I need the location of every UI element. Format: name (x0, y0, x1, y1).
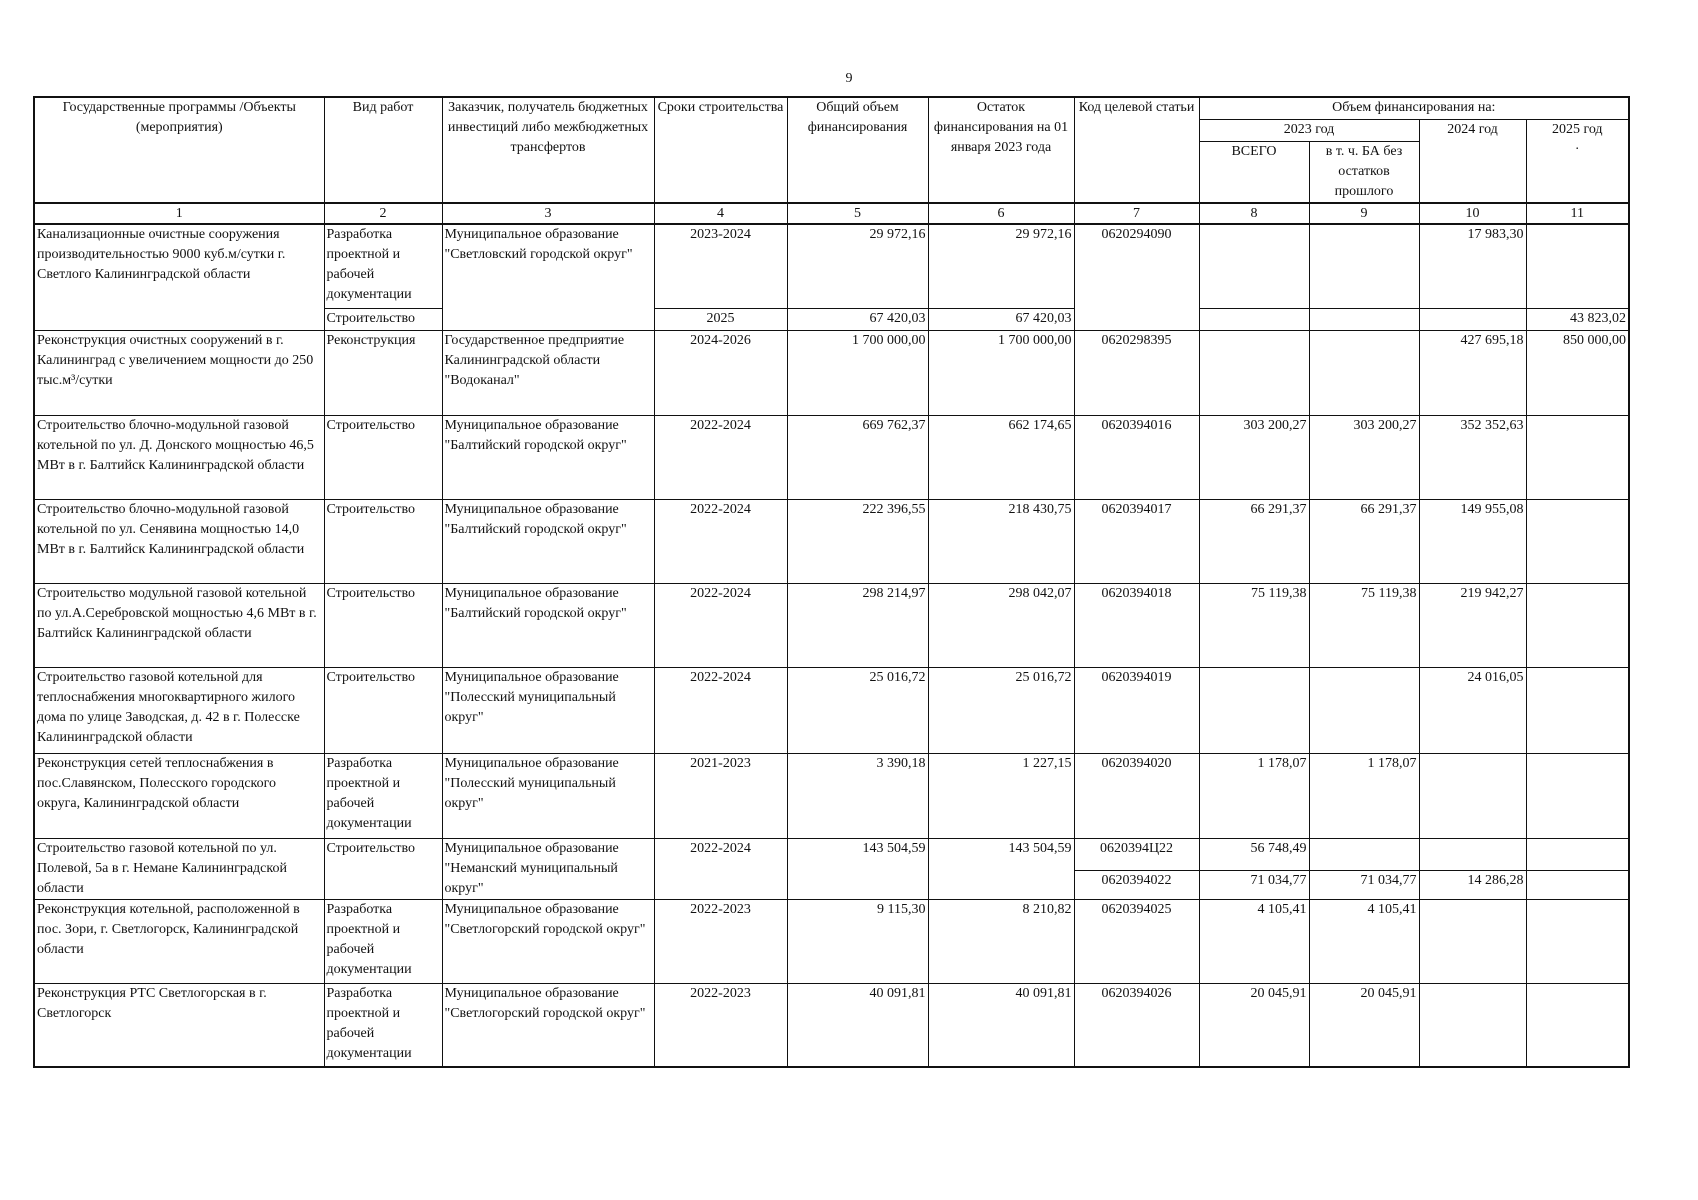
cell-work-type: Строительство (324, 499, 442, 583)
cell-period: 2022-2024 (654, 583, 787, 667)
cell-2023 (1199, 330, 1309, 415)
header-remaining: Остаток финансирования на 01 января 2023 года (928, 97, 1074, 203)
cell-ba: 4 105,41 (1309, 899, 1419, 983)
table-row (34, 899, 1629, 983)
col-number: 7 (1074, 203, 1199, 224)
cell-period: 2022-2023 (654, 899, 787, 983)
table-row (34, 838, 1629, 871)
cell-rest: 218 430,75 (928, 499, 1074, 583)
col-number: 5 (787, 203, 928, 224)
cell-2023 (1199, 667, 1309, 753)
cell-code: 0620294090 (1074, 224, 1199, 330)
table-row (34, 667, 1629, 753)
cell-object: Строительство блочно-модульной газовой котельной по ул. Д. Донского мощностью 46,5 МВт в г. Балтийск Калининградской области (34, 415, 324, 499)
cell-2023: 4 105,41 (1199, 899, 1309, 983)
cell-2025 (1526, 499, 1629, 583)
cell-2025 (1526, 667, 1629, 753)
cell-customer: Муниципальное образование "Балтийский городской округ" (442, 499, 654, 583)
col-number: 4 (654, 203, 787, 224)
cell-work-type: Разработка проектной и рабочей документации (324, 899, 442, 983)
cell-code: 0620394019 (1074, 667, 1199, 753)
cell-object: Строительство газовой котельной по ул. Полевой, 5а в г. Немане Калининградской области (34, 838, 324, 899)
cell-rest: 8 210,82 (928, 899, 1074, 983)
cell-2025 (1526, 838, 1629, 871)
cell-object: Канализационные очистные сооружения производительностью 9000 куб.м/сутки г. Светлого Калининградской области (34, 224, 324, 330)
cell-code: 0620298395 (1074, 330, 1199, 415)
cell-2025 (1526, 983, 1629, 1067)
cell-work-type: Разработка проектной и рабочей документации (324, 224, 442, 308)
cell-rest: 1 700 000,00 (928, 330, 1074, 415)
financing-table (33, 96, 1630, 1068)
cell-2023 (1199, 224, 1309, 308)
cell-2025 (1526, 224, 1629, 308)
col-number: 3 (442, 203, 654, 224)
cell-ba (1309, 667, 1419, 753)
cell-period: 2022-2024 (654, 415, 787, 499)
cell-period: 2022-2024 (654, 838, 787, 899)
cell-code: 0620394025 (1074, 899, 1199, 983)
cell-ba: 66 291,37 (1309, 499, 1419, 583)
col-number: 9 (1309, 203, 1419, 224)
header-period: Сроки строительства (654, 97, 787, 203)
cell-2025 (1526, 415, 1629, 499)
cell-2023: 75 119,38 (1199, 583, 1309, 667)
cell-rest: 143 504,59 (928, 838, 1074, 899)
header-objects: Государственные программы /Объекты (мероприятия) (34, 97, 324, 203)
cell-ba (1309, 838, 1419, 871)
cell-ba: 20 045,91 (1309, 983, 1419, 1067)
cell-period: 2023-2024 (654, 224, 787, 308)
cell-code: 0620394022 (1074, 871, 1199, 899)
cell-object: Строительство модульной газовой котельной по ул.А.Серебровской мощностью 4,6 МВт в г. Балтийск Калининградской области (34, 583, 324, 667)
cell-ba: 71 034,77 (1309, 871, 1419, 899)
cell-2024: 427 695,18 (1419, 330, 1526, 415)
cell-2025 (1526, 871, 1629, 899)
cell-total: 25 016,72 (787, 667, 928, 753)
cell-ba (1309, 224, 1419, 308)
cell-object: Реконструкция котельной, расположенной в пос. Зори, г. Светлогорск, Калининградской области (34, 899, 324, 983)
cell-2025: 850 000,00 (1526, 330, 1629, 415)
page-number: 9 (845, 71, 853, 86)
table-row (34, 499, 1629, 583)
cell-rest: 25 016,72 (928, 667, 1074, 753)
col-number: 6 (928, 203, 1074, 224)
cell-code: 0620394020 (1074, 753, 1199, 838)
cell-work-type: Разработка проектной и рабочей документации (324, 983, 442, 1067)
table-row (34, 415, 1629, 499)
table-row (34, 330, 1629, 415)
cell-2024: 219 942,27 (1419, 583, 1526, 667)
cell-2024 (1419, 983, 1526, 1067)
table-row (34, 224, 1629, 308)
col-number: 10 (1419, 203, 1526, 224)
header-financing-group: Объем финансирования на: (1199, 97, 1629, 120)
cell-2025: 43 823,02 (1526, 308, 1629, 330)
cell-2024: 17 983,30 (1419, 224, 1526, 308)
cell-total: 669 762,37 (787, 415, 928, 499)
cell-2023 (1199, 308, 1309, 330)
cell-total: 29 972,16 (787, 224, 928, 308)
col-number: 1 (34, 203, 324, 224)
cell-2024 (1419, 308, 1526, 330)
cell-ba: 303 200,27 (1309, 415, 1419, 499)
cell-customer: Муниципальное образование "Светлогорский городской округ" (442, 983, 654, 1067)
cell-total: 222 396,55 (787, 499, 928, 583)
cell-object: Строительство блочно-модульной газовой котельной по ул. Сенявина мощностью 14,0 МВт в г. Балтийск Калининградской области (34, 499, 324, 583)
cell-2024: 352 352,63 (1419, 415, 1526, 499)
cell-customer: Муниципальное образование "Неманский муниципальный округ" (442, 838, 654, 899)
cell-2024: 14 286,28 (1419, 871, 1526, 899)
header-work-type: Вид работ (324, 97, 442, 203)
cell-2024 (1419, 899, 1526, 983)
cell-period: 2022-2024 (654, 499, 787, 583)
cell-customer: Государственное предприятие Калининградской области "Водоканал" (442, 330, 654, 415)
cell-2025 (1526, 583, 1629, 667)
cell-total: 298 214,97 (787, 583, 928, 667)
cell-customer: Муниципальное образование "Балтийский городской округ" (442, 583, 654, 667)
cell-rest: 1 227,15 (928, 753, 1074, 838)
cell-total: 143 504,59 (787, 838, 928, 899)
table-row (34, 983, 1629, 1067)
cell-work-type: Строительство (324, 667, 442, 753)
cell-ba (1309, 308, 1419, 330)
cell-rest: 67 420,03 (928, 308, 1074, 330)
cell-rest: 298 042,07 (928, 583, 1074, 667)
cell-rest: 662 174,65 (928, 415, 1074, 499)
col-number: 11 (1526, 203, 1629, 224)
cell-work-type: Строительство (324, 838, 442, 899)
cell-customer: Муниципальное образование "Балтийский городской округ" (442, 415, 654, 499)
cell-work-type: Строительство (324, 308, 442, 330)
cell-total: 1 700 000,00 (787, 330, 928, 415)
cell-rest: 29 972,16 (928, 224, 1074, 308)
header-2024: 2024 год (1419, 120, 1526, 204)
cell-total: 40 091,81 (787, 983, 928, 1067)
cell-total: 3 390,18 (787, 753, 928, 838)
header-2023-ba: в т. ч. БА без остатков прошлого (1309, 142, 1419, 204)
cell-2024 (1419, 838, 1526, 871)
cell-work-type: Строительство (324, 415, 442, 499)
cell-2024 (1419, 753, 1526, 838)
cell-customer: Муниципальное образование "Полесский муниципальный округ" (442, 753, 654, 838)
cell-period: 2025 (654, 308, 787, 330)
cell-customer: Муниципальное образование "Светлогорский городской округ" (442, 899, 654, 983)
cell-period: 2024-2026 (654, 330, 787, 415)
cell-object: Реконструкция сетей теплоснабжения в пос.Славянском, Полесского городского округа, Калининградской области (34, 753, 324, 838)
cell-period: 2021-2023 (654, 753, 787, 838)
cell-2024: 149 955,08 (1419, 499, 1526, 583)
cell-code: 0620394017 (1074, 499, 1199, 583)
cell-2025 (1526, 899, 1629, 983)
cell-code: 0620394018 (1074, 583, 1199, 667)
cell-object: Реконструкция очистных сооружений в г. Калининград с увеличением мощности до 250 тыс.м³/сутки (34, 330, 324, 415)
cell-period: 2022-2023 (654, 983, 787, 1067)
cell-code: 0620394016 (1074, 415, 1199, 499)
col-number: 2 (324, 203, 442, 224)
cell-ba (1309, 330, 1419, 415)
header-2023: 2023 год (1199, 120, 1419, 142)
cell-2023: 1 178,07 (1199, 753, 1309, 838)
cell-2023: 20 045,91 (1199, 983, 1309, 1067)
cell-2023: 303 200,27 (1199, 415, 1309, 499)
cell-2024: 24 016,05 (1419, 667, 1526, 753)
header-2025: 2025 год · (1526, 120, 1629, 204)
cell-work-type: Реконструкция (324, 330, 442, 415)
cell-2023: 66 291,37 (1199, 499, 1309, 583)
cell-2023: 56 748,49 (1199, 838, 1309, 871)
cell-customer: Муниципальное образование "Полесский муниципальный округ" (442, 667, 654, 753)
cell-code: 0620394026 (1074, 983, 1199, 1067)
header-total-financing: Общий объем финансирования (787, 97, 928, 203)
cell-ba: 75 119,38 (1309, 583, 1419, 667)
cell-ba: 1 178,07 (1309, 753, 1419, 838)
cell-rest: 40 091,81 (928, 983, 1074, 1067)
cell-code: 0620394Ц22 (1074, 838, 1199, 871)
table-row (34, 583, 1629, 667)
header-code: Код целевой статьи (1074, 97, 1199, 203)
cell-total: 9 115,30 (787, 899, 928, 983)
header-customer: Заказчик, получатель бюджетных инвестиций либо межбюджетных трансфертов (442, 97, 654, 203)
cell-total: 67 420,03 (787, 308, 928, 330)
col-number: 8 (1199, 203, 1309, 224)
cell-period: 2022-2024 (654, 667, 787, 753)
header-dot-mark: · (1574, 142, 1580, 157)
cell-object: Реконструкция РТС Светлогорская в г. Светлогорск (34, 983, 324, 1067)
cell-customer: Муниципальное образование "Светловский городской округ" (442, 224, 654, 330)
cell-2023: 71 034,77 (1199, 871, 1309, 899)
cell-work-type: Строительство (324, 583, 442, 667)
cell-2025 (1526, 753, 1629, 838)
header-2023-total: ВСЕГО (1199, 142, 1309, 204)
cell-work-type: Разработка проектной и рабочей документации (324, 753, 442, 838)
cell-object: Строительство газовой котельной для теплоснабжения многоквартирного жилого дома по улице Заводская, д. 42 в г. Полесске Калининградской области (34, 667, 324, 753)
table-row (34, 753, 1629, 838)
